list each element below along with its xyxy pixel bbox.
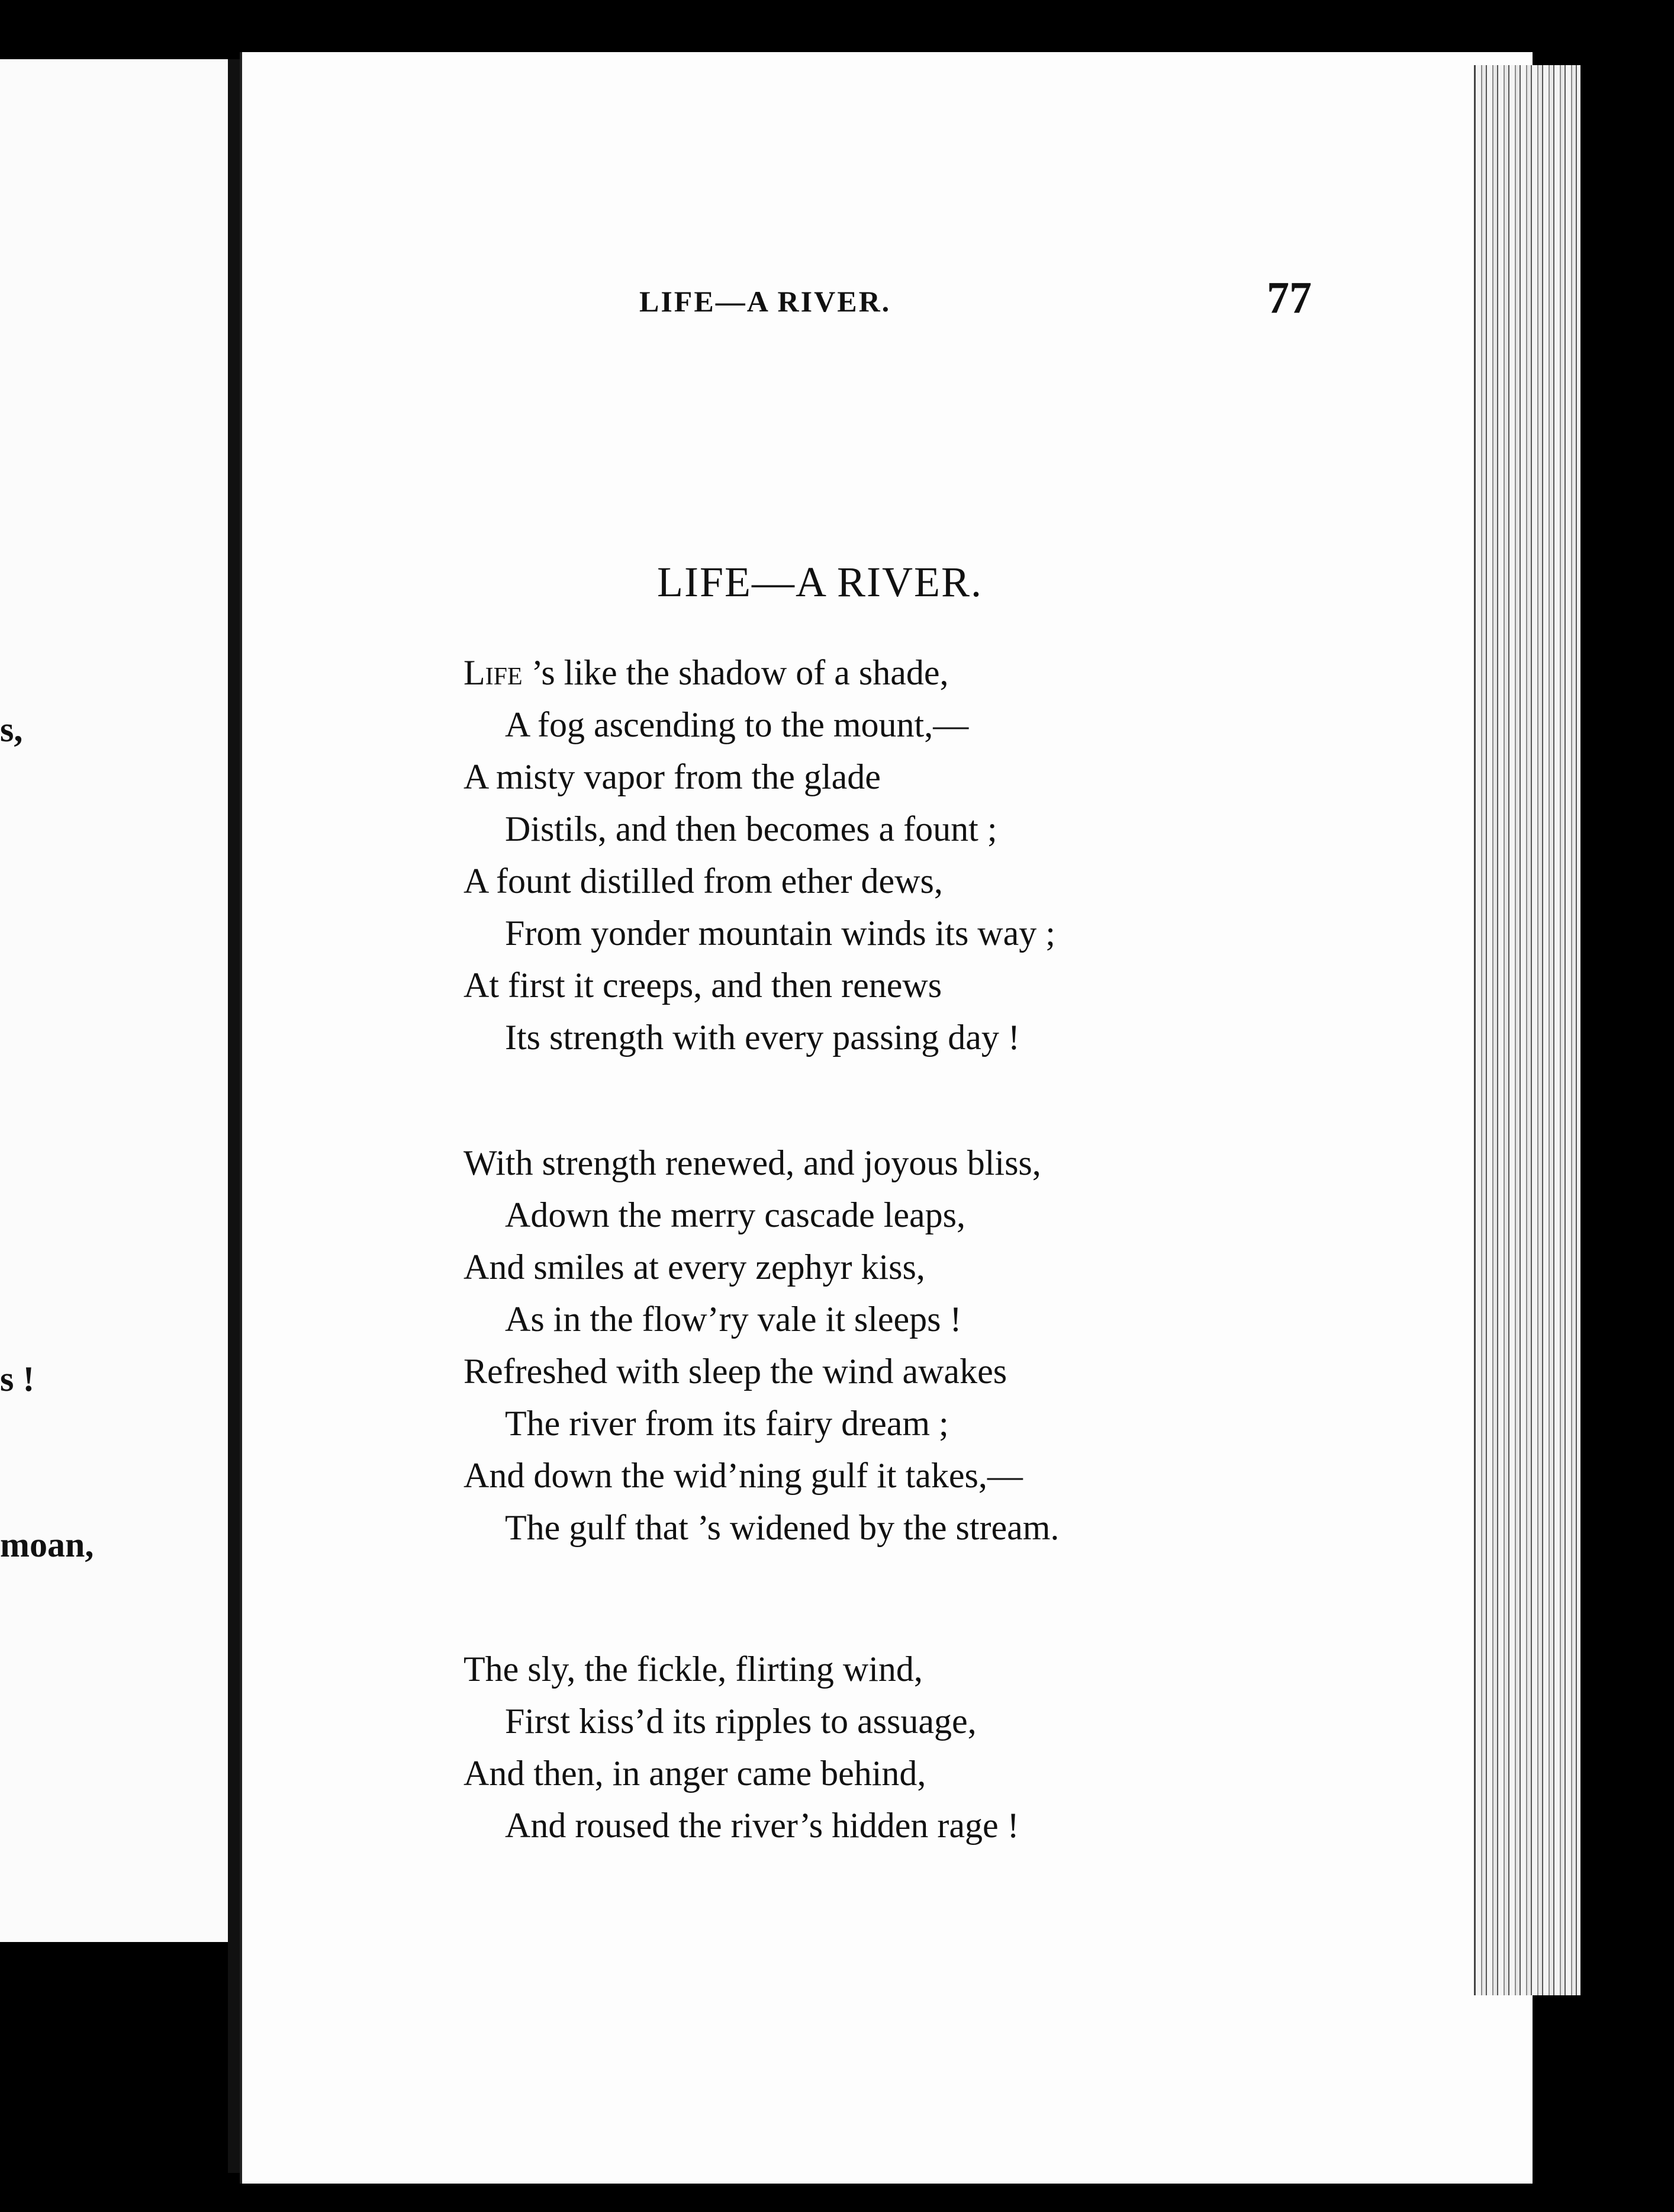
scan-background [1580,65,1674,2212]
poem-line: Distils, and then becomes a fount ; [505,809,997,848]
poem-line: The river from its fairy dream ; [505,1404,949,1443]
poem-line: The gulf that ’s widened by the stream. [505,1508,1060,1547]
poem-line: A fount distilled from ether dews, [463,861,943,901]
poem-line: With strength renewed, and joyous bliss, [463,1143,1041,1182]
poem-title: LIFE—A RIVER. [657,558,983,606]
facing-page [0,59,231,1942]
poem-line: First kiss’d its ripples to assuage, [505,1702,977,1741]
poem-line: At first it creeps, and then renews [463,966,942,1005]
poem-line-text: ’s like the shadow of a shade, [522,653,949,692]
poem-line: And down the wid’ning gulf it takes,— [463,1456,1023,1495]
facing-page-fragment: s, [0,710,23,749]
poem-line: Adown the merry cascade leaps, [505,1195,966,1234]
poem-line: And then, in anger came behind, [463,1754,926,1793]
page-edges [1474,65,1582,1995]
stanza [463,647,1233,1063]
page-number: 77 [1267,273,1312,323]
drop-word: Life [463,653,523,692]
poem-line: And roused the river’s hidden rage ! [505,1806,1019,1845]
stanza [463,1643,1233,1851]
poem-line: From yonder mountain winds its way ; [505,914,1055,953]
poem-line: As in the flow’ry vale it sleeps ! [505,1300,962,1339]
poem-line: Refreshed with sleep the wind awakes [463,1352,1007,1391]
poem-line: And smiles at every zephyr kiss, [463,1248,925,1287]
poem-line: A fog ascending to the mount,— [505,705,969,744]
book-gutter [228,59,240,2173]
facing-page-fragment: s ! [0,1359,35,1398]
stanza [463,1137,1233,1554]
poem-line: A misty vapor from the glade [463,757,881,796]
poem-line: Its strength with every passing day ! [505,1018,1020,1057]
poem-line [463,647,1233,699]
facing-page-fragment: moan, [0,1525,94,1564]
poem-line: The sly, the fickle, flirting wind, [463,1650,923,1689]
book-page [240,52,1533,2184]
running-head: LIFE—A RIVER. [639,285,891,318]
